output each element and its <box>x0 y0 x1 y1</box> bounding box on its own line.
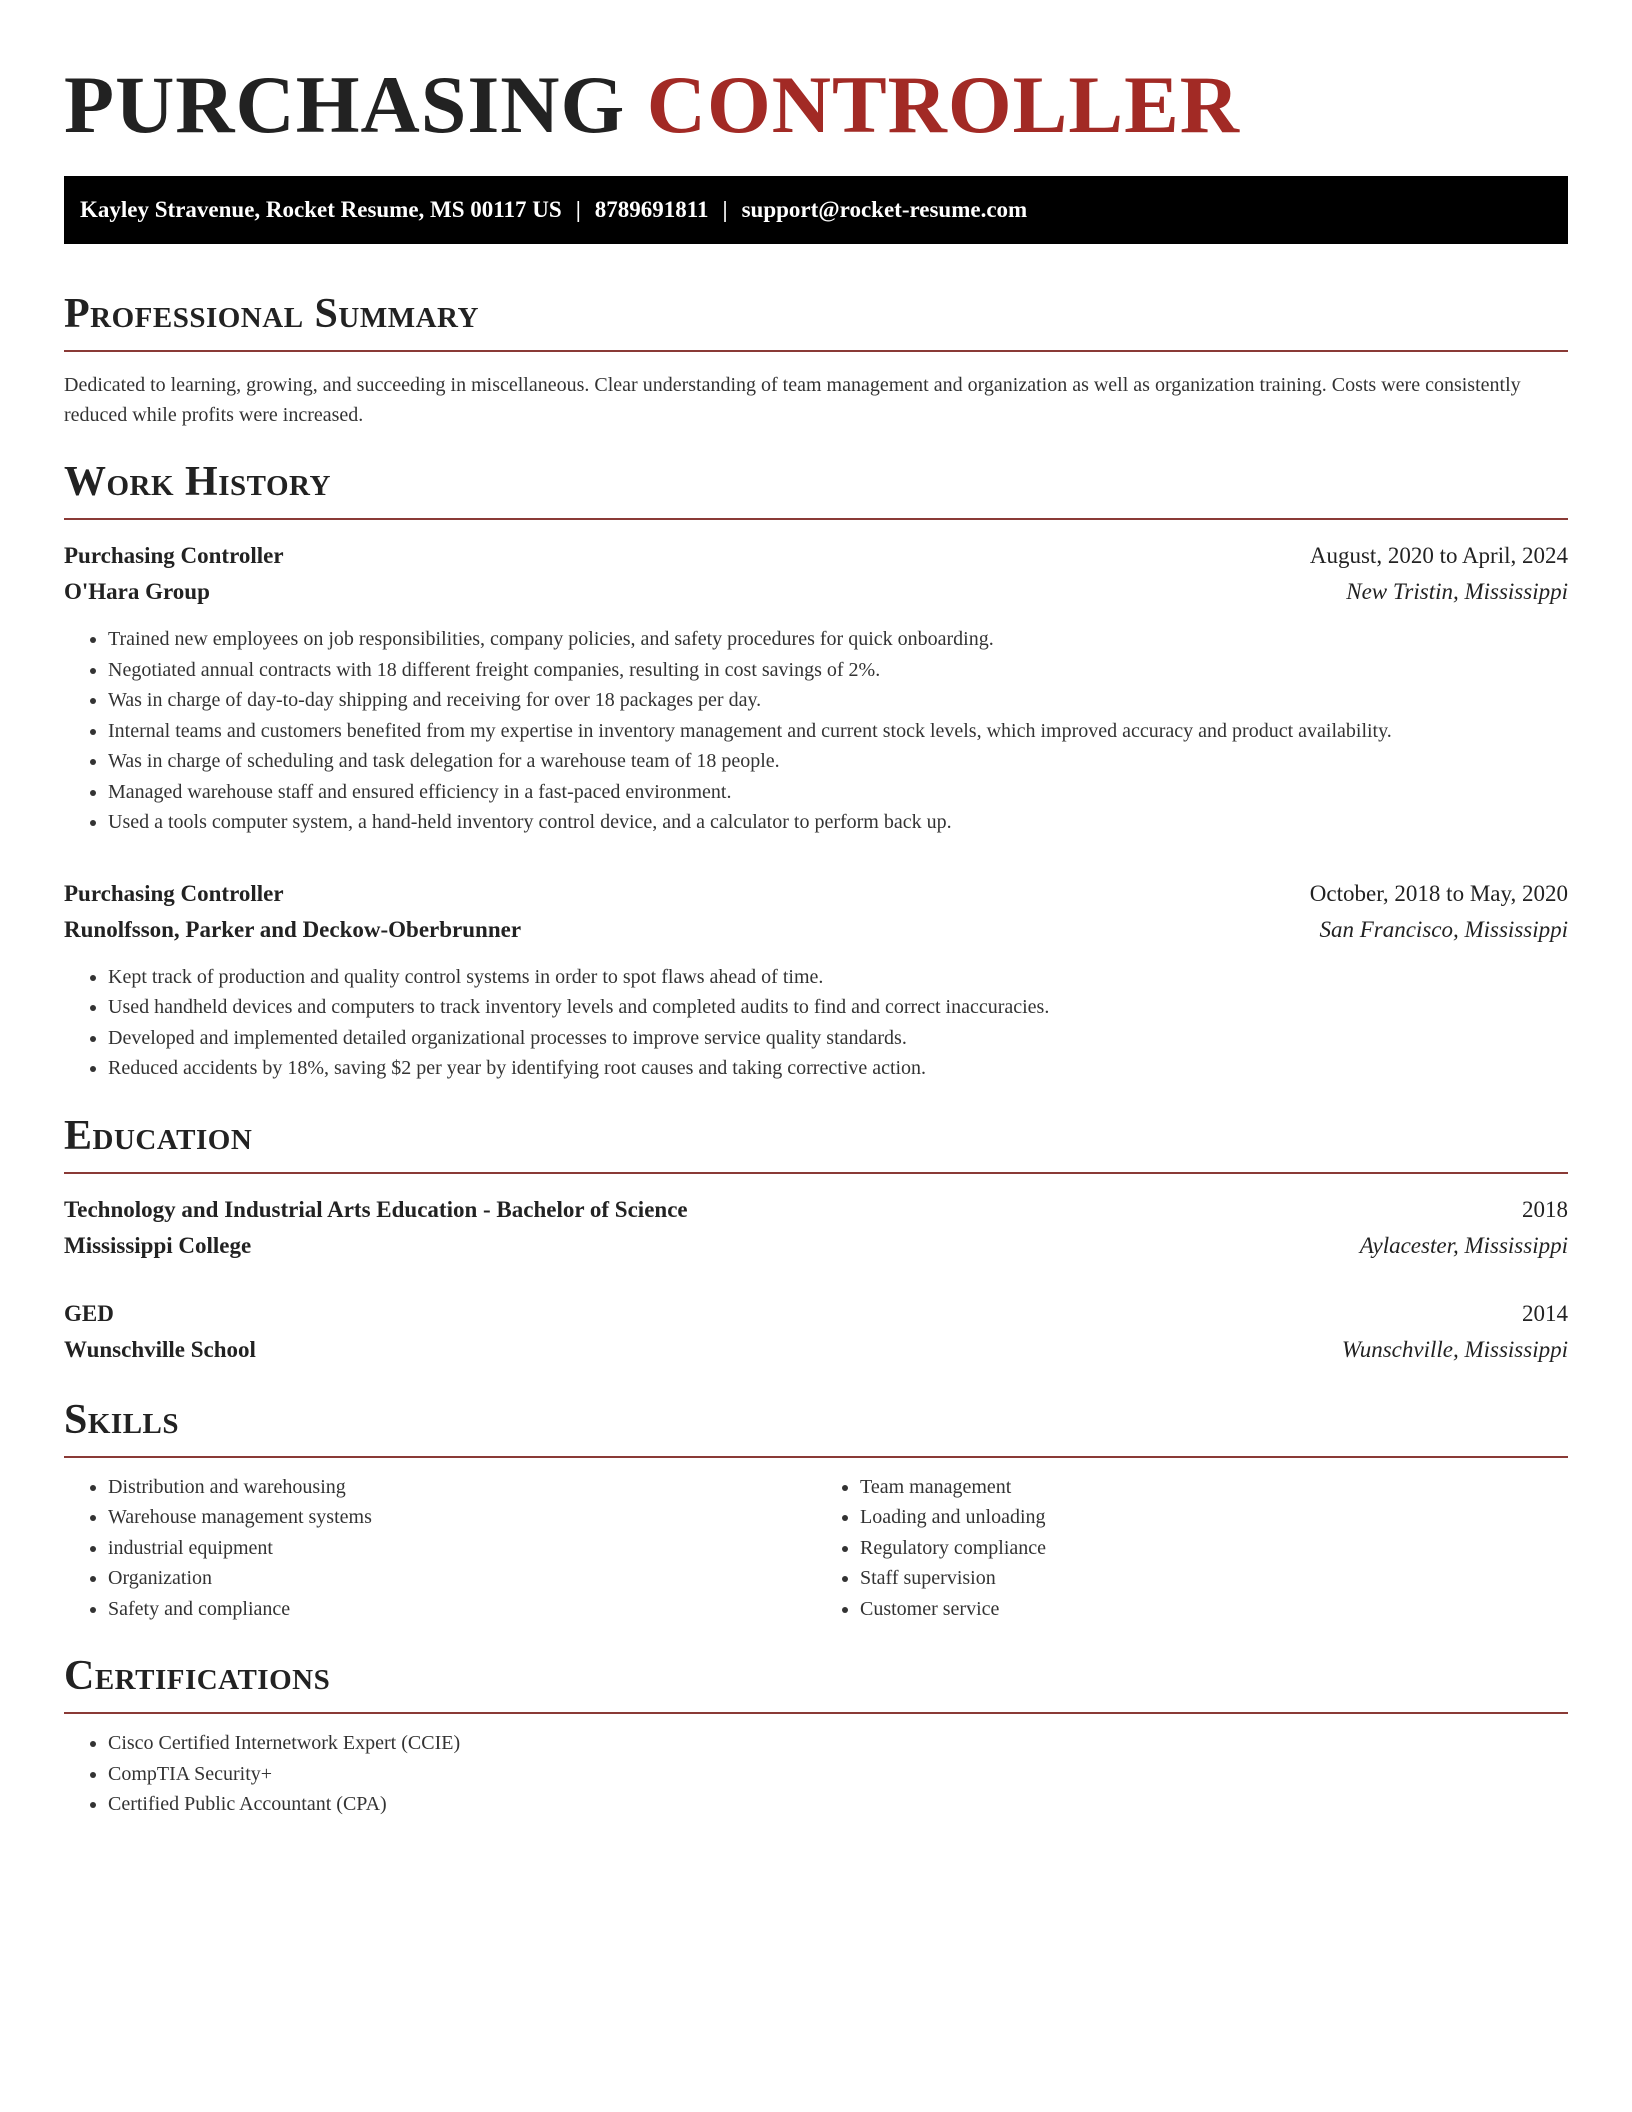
job-company: O'Hara Group <box>64 579 210 604</box>
education-degree: GED <box>64 1300 114 1326</box>
section-title-certifications: Certifications <box>64 1653 331 1699</box>
list-item: • Warehouse management systems <box>108 1502 816 1533</box>
job-company-row <box>64 912 1568 948</box>
list-item: • Trained new employees on job responsibilities, company policies, and safety procedures for quick onboarding. <box>108 624 1568 655</box>
resume-title <box>64 0 1568 152</box>
section-title-education: Education <box>64 1112 253 1159</box>
job-entry <box>64 876 1568 1084</box>
section-education <box>64 1110 1568 1368</box>
list-item: • Customer service <box>860 1594 1568 1625</box>
list-item: • Was in charge of day-to-day shipping and receiving for over 18 packages per day. <box>108 685 1568 716</box>
contact-separator: | <box>722 197 728 222</box>
job-position: Purchasing Controller <box>64 880 284 906</box>
list-item: • Used handheld devices and computers to track inventory levels and completed audits to find and correct inaccuracies. <box>108 992 1568 1023</box>
section-divider <box>64 518 1568 520</box>
contact-phone[interactable]: 8789691811 <box>594 197 709 222</box>
list-item: • Cisco Certified Internetwork Expert (CCIE) <box>108 1728 1568 1759</box>
list-item: • Safety and compliance <box>108 1594 816 1625</box>
education-school: Wunschville School <box>64 1336 256 1362</box>
list-item: • Kept track of production and quality control systems in order to spot flaws ahead of time. <box>108 962 1568 993</box>
list-item: • Staff supervision <box>860 1563 1568 1594</box>
list-item: • Used a tools computer system, a hand-held inventory control device, and a calculator to perform back up. <box>108 807 1568 838</box>
list-item: • Regulatory compliance <box>860 1533 1568 1564</box>
list-item: • Internal teams and customers benefited from my expertise in inventory management and current stock levels, which improved accuracy and product availability. <box>108 716 1568 747</box>
job-entry <box>64 538 1568 838</box>
section-title-summary: Professional Summary <box>64 291 479 337</box>
section-skills <box>64 1394 1568 1625</box>
section-divider <box>64 1172 1568 1174</box>
education-school: Mississippi College <box>64 1232 252 1258</box>
job-dates: August, 2020 to April, 2024 <box>1309 543 1568 568</box>
job-dates: October, 2018 to May, 2020 <box>1309 880 1568 906</box>
education-entry <box>64 1192 1568 1264</box>
skills-columns <box>64 1458 1568 1625</box>
contact-separator: | <box>575 197 581 222</box>
section-title-skills: Skills <box>64 1396 180 1443</box>
job-bullets <box>64 624 1568 838</box>
list-item: • Negotiated annual contracts with 18 different freight companies, resulting in cost savings of 2%. <box>108 655 1568 686</box>
summary-text: Dedicated to learning, growing, and succeeding in miscellaneous. Clear understanding of team management and organization as well as organization training. Costs were consistently reduced while profits were increased. <box>64 374 1521 426</box>
title-main: PURCHASING <box>64 59 626 150</box>
contact-email[interactable]: support@rocket-resume.com <box>741 197 1028 222</box>
job-header-row <box>64 876 1568 912</box>
list-item: • Organization <box>108 1563 816 1594</box>
section-divider <box>64 1712 1568 1714</box>
title-accent: CONTROLLER <box>646 59 1240 150</box>
list-item: • Certified Public Accountant (CPA) <box>108 1789 1568 1820</box>
section-title-work: Work History <box>64 459 331 505</box>
education-entry <box>64 1296 1568 1368</box>
list-item: • Team management <box>860 1472 1568 1503</box>
education-header-row <box>64 1296 1568 1332</box>
list-item: • Distribution and warehousing <box>108 1472 816 1503</box>
section-divider <box>64 350 1568 352</box>
job-company-row <box>64 574 1568 610</box>
skills-list-right <box>816 1472 1568 1625</box>
section-certifications <box>64 1650 1568 1820</box>
education-degree: Technology and Industrial Arts Education - Bachelor of Science <box>64 1196 688 1222</box>
education-location: Wunschville, Mississippi <box>1341 1336 1568 1362</box>
list-item: • Developed and implemented detailed organizational processes to improve service quality standards. <box>108 1023 1568 1054</box>
education-header-row <box>64 1192 1568 1228</box>
job-position: Purchasing Controller <box>64 543 284 568</box>
list-item: • Reduced accidents by 18%, saving $2 per year by identifying root causes and taking corrective action. <box>108 1053 1568 1084</box>
education-school-row <box>64 1332 1568 1368</box>
list-item: • Loading and unloading <box>860 1502 1568 1533</box>
section-summary <box>64 288 1568 430</box>
list-item: • Was in charge of scheduling and task delegation for a warehouse team of 18 people. <box>108 746 1568 777</box>
education-location: Aylacester, Mississippi <box>1359 1232 1568 1258</box>
job-company: Runolfsson, Parker and Deckow-Oberbrunner <box>64 916 522 942</box>
list-item: • Managed warehouse staff and ensured efficiency in a fast-paced environment. <box>108 777 1568 808</box>
certifications-list <box>64 1728 1568 1820</box>
education-school-row <box>64 1228 1568 1264</box>
list-item: • industrial equipment <box>108 1533 816 1564</box>
job-header-row <box>64 538 1568 574</box>
education-year: 2014 <box>1522 1300 1568 1326</box>
contact-address: Kayley Stravenue, Rocket Resume, MS 00117 US <box>80 197 562 222</box>
section-work-history <box>64 456 1568 1084</box>
job-location: San Francisco, Mississippi <box>1319 916 1568 942</box>
contact-bar <box>64 176 1568 244</box>
job-bullets <box>64 962 1568 1084</box>
list-item: • CompTIA Security+ <box>108 1759 1568 1790</box>
skills-list-left <box>64 1472 816 1625</box>
job-location: New Tristin, Mississippi <box>1346 579 1568 604</box>
education-year: 2018 <box>1522 1196 1568 1222</box>
